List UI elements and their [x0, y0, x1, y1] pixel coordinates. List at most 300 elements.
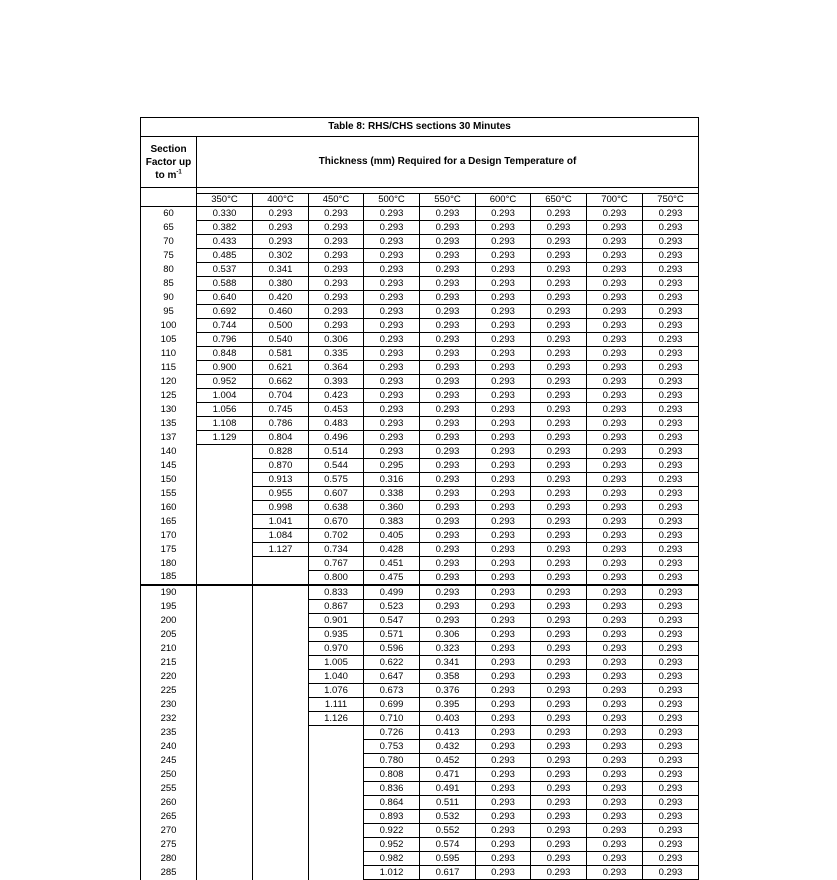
thickness-cell: 0.293: [420, 235, 476, 249]
empty-cell: [253, 768, 309, 782]
empty-cell: [197, 726, 253, 740]
section-factor-cell: 235: [141, 726, 197, 740]
empty-cell: [253, 600, 309, 614]
thickness-cell: 0.293: [420, 431, 476, 445]
thickness-cell: 0.293: [531, 501, 587, 515]
thickness-cell: 0.293: [531, 529, 587, 543]
thickness-cell: 0.293: [587, 445, 643, 459]
empty-cell: [197, 684, 253, 698]
section-factor-cell: 255: [141, 782, 197, 796]
thickness-cell: 1.076: [309, 684, 364, 698]
table-row: [141, 459, 699, 473]
thickness-cell: 0.293: [253, 235, 309, 249]
thickness-cell: 0.293: [587, 670, 643, 684]
thickness-cell: 0.293: [531, 614, 587, 628]
thickness-cell: 0.293: [531, 768, 587, 782]
thickness-cell: 0.293: [531, 403, 587, 417]
thickness-cell: 0.293: [476, 866, 531, 880]
thickness-cell: 0.293: [643, 529, 699, 543]
thickness-cell: 0.293: [476, 740, 531, 754]
thickness-cell: 0.293: [476, 698, 531, 712]
thickness-cell: 0.341: [420, 656, 476, 670]
table-row: [141, 445, 699, 459]
table-row: [141, 810, 699, 824]
thickness-cell: 0.293: [643, 712, 699, 726]
thickness-cell: 0.358: [420, 670, 476, 684]
thickness-cell: 0.293: [587, 515, 643, 529]
section-factor-cell: 140: [141, 445, 197, 459]
thickness-cell: 0.293: [531, 670, 587, 684]
thickness-cell: 0.364: [309, 361, 364, 375]
section-factor-cell: 137: [141, 431, 197, 445]
empty-cell: [197, 754, 253, 768]
thickness-cell: 0.293: [476, 333, 531, 347]
empty-cell: [309, 768, 364, 782]
thickness-cell: 0.453: [309, 403, 364, 417]
thickness-cell: 0.734: [309, 543, 364, 557]
thickness-cell: 0.745: [253, 403, 309, 417]
thickness-cell: 0.293: [643, 726, 699, 740]
thickness-cell: 0.293: [643, 543, 699, 557]
thickness-cell: 0.293: [364, 291, 420, 305]
thickness-cell: 0.293: [476, 852, 531, 866]
thickness-cell: 0.293: [587, 782, 643, 796]
thickness-cell: 0.293: [420, 473, 476, 487]
thickness-cell: 0.970: [309, 642, 364, 656]
section-factor-header: Section Factor up to $m^{-1}$: [141, 137, 197, 188]
thickness-cell: 0.293: [476, 557, 531, 571]
thickness-cell: 0.293: [587, 866, 643, 880]
section-factor-cell: 195: [141, 600, 197, 614]
empty-cell: [253, 684, 309, 698]
thickness-cell: 0.293: [587, 403, 643, 417]
empty-cell: [253, 628, 309, 642]
thickness-cell: 0.293: [587, 768, 643, 782]
thickness-cell: 1.012: [364, 866, 420, 880]
table-row: [141, 277, 699, 291]
temperature-header: 700°C: [587, 194, 643, 207]
thickness-cell: 0.293: [476, 543, 531, 557]
empty-cell: [253, 740, 309, 754]
thickness-cell: 0.360: [364, 501, 420, 515]
thickness-cell: 0.293: [253, 221, 309, 235]
empty-cell: [197, 768, 253, 782]
table-row: [141, 796, 699, 810]
section-factor-cell: 215: [141, 656, 197, 670]
thickness-cell: 0.293: [531, 487, 587, 501]
thickness-cell: 0.511: [420, 796, 476, 810]
empty-cell: [253, 810, 309, 824]
empty-cell: [253, 557, 309, 571]
section-factor-cell: 200: [141, 614, 197, 628]
thickness-cell: 0.293: [364, 249, 420, 263]
thickness-cell: 0.293: [643, 600, 699, 614]
temperature-header: 750°C: [643, 194, 699, 207]
table-row: [141, 529, 699, 543]
thickness-cell: 0.293: [643, 796, 699, 810]
thickness-cell: 0.293: [531, 782, 587, 796]
thickness-cell: 0.293: [309, 221, 364, 235]
thickness-cell: 0.293: [643, 585, 699, 600]
thickness-cell: 0.293: [643, 628, 699, 642]
thickness-cell: 0.293: [531, 712, 587, 726]
section-factor-cell: 240: [141, 740, 197, 754]
thickness-cell: 0.547: [364, 614, 420, 628]
table-row: [141, 726, 699, 740]
thickness-cell: 0.293: [476, 670, 531, 684]
thickness-cell: 0.499: [364, 585, 420, 600]
empty-cell: [253, 571, 309, 586]
thickness-cell: 0.293: [587, 712, 643, 726]
empty-cell: [309, 852, 364, 866]
empty-cell: [197, 585, 253, 600]
thickness-cell: 0.293: [643, 614, 699, 628]
thickness-cell: 0.293: [643, 866, 699, 880]
thickness-cell: 0.702: [309, 529, 364, 543]
section-factor-cell: 90: [141, 291, 197, 305]
thickness-cell: 0.808: [364, 768, 420, 782]
thickness-cell: 1.129: [197, 431, 253, 445]
thickness-cell: 0.293: [476, 207, 531, 221]
thickness-cell: 0.293: [364, 389, 420, 403]
thickness-cell: 0.640: [197, 291, 253, 305]
thickness-cell: 0.293: [587, 557, 643, 571]
empty-cell: [309, 810, 364, 824]
thickness-cell: 0.293: [643, 838, 699, 852]
temperature-header: 600°C: [476, 194, 531, 207]
thickness-cell: 0.293: [309, 277, 364, 291]
thickness-cell: 0.523: [364, 600, 420, 614]
thickness-cell: 0.293: [587, 571, 643, 586]
thickness-cell: 0.293: [643, 361, 699, 375]
thickness-cell: 0.423: [309, 389, 364, 403]
table-row: [141, 740, 699, 754]
thickness-cell: 0.670: [309, 515, 364, 529]
table-row: [141, 754, 699, 768]
table-row: [141, 614, 699, 628]
empty-cell: [253, 585, 309, 600]
thickness-cell: 0.293: [476, 614, 531, 628]
thickness-cell: 0.864: [364, 796, 420, 810]
empty-cell: [197, 571, 253, 586]
thickness-cell: 0.293: [587, 628, 643, 642]
table-row: [141, 389, 699, 403]
thickness-cell: 0.293: [531, 375, 587, 389]
section-factor-cell: 275: [141, 838, 197, 852]
thickness-cell: 1.127: [253, 543, 309, 557]
section-factor-cell: 65: [141, 221, 197, 235]
thickness-cell: 0.293: [420, 614, 476, 628]
thickness-cell: 0.955: [253, 487, 309, 501]
section-factor-cell: 265: [141, 810, 197, 824]
thickness-cell: 0.828: [253, 445, 309, 459]
table-row: [141, 291, 699, 305]
thickness-cell: 0.293: [476, 754, 531, 768]
thickness-cell: 0.432: [420, 740, 476, 754]
empty-cell: [197, 740, 253, 754]
empty-cell: [253, 726, 309, 740]
empty-cell: [197, 642, 253, 656]
thickness-cell: 0.836: [364, 782, 420, 796]
thickness-cell: 0.588: [197, 277, 253, 291]
table-row: [141, 403, 699, 417]
section-factor-cell: 210: [141, 642, 197, 656]
empty-cell: [197, 866, 253, 880]
thickness-cell: 0.293: [531, 656, 587, 670]
section-factor-cell: 280: [141, 852, 197, 866]
empty-cell: [253, 824, 309, 838]
thickness-cell: 0.621: [253, 361, 309, 375]
thickness-cell: 0.293: [587, 305, 643, 319]
section-factor-cell: 95: [141, 305, 197, 319]
table-row: [141, 361, 699, 375]
section-factor-cell: 180: [141, 557, 197, 571]
thickness-cell: 0.323: [420, 642, 476, 656]
thickness-cell: 0.704: [253, 389, 309, 403]
thickness-cell: 0.780: [364, 754, 420, 768]
thickness-cell: 0.405: [364, 529, 420, 543]
thickness-cell: 0.293: [476, 375, 531, 389]
empty-cell: [253, 712, 309, 726]
thickness-cell: 0.293: [643, 768, 699, 782]
thickness-cell: 0.293: [587, 796, 643, 810]
thickness-cell: 0.341: [253, 263, 309, 277]
empty-cell: [309, 824, 364, 838]
thickness-cell: 0.293: [531, 263, 587, 277]
table-row: [141, 585, 699, 600]
empty-cell: [197, 810, 253, 824]
thickness-cell: 0.293: [253, 207, 309, 221]
thickness-cell: 0.293: [531, 852, 587, 866]
thickness-cell: 0.293: [420, 263, 476, 277]
thickness-cell: 0.293: [420, 221, 476, 235]
section-factor-cell: 115: [141, 361, 197, 375]
thickness-cell: 0.293: [531, 235, 587, 249]
thickness-cell: 0.293: [476, 235, 531, 249]
table-row: [141, 263, 699, 277]
thickness-cell: 0.293: [476, 726, 531, 740]
section-factor-superscript: -1: [176, 169, 182, 176]
section-factor-cell: 110: [141, 347, 197, 361]
thickness-cell: 0.848: [197, 347, 253, 361]
temperature-header: 650°C: [531, 194, 587, 207]
empty-cell: [197, 473, 253, 487]
empty-cell: [197, 459, 253, 473]
thickness-cell: 0.293: [531, 249, 587, 263]
thickness-cell: 0.662: [253, 375, 309, 389]
temperature-header: 350°C: [197, 194, 253, 207]
thickness-cell: 0.293: [643, 403, 699, 417]
thickness-cell: 0.699: [364, 698, 420, 712]
section-factor-cell: 220: [141, 670, 197, 684]
thickness-cell: 0.383: [364, 515, 420, 529]
empty-cell: [309, 782, 364, 796]
table-row: [141, 333, 699, 347]
thickness-cell: 0.293: [364, 403, 420, 417]
thickness-cell: 0.293: [364, 277, 420, 291]
thickness-cell: 1.005: [309, 656, 364, 670]
thickness-cell: 0.293: [643, 852, 699, 866]
thickness-cell: 0.900: [197, 361, 253, 375]
thickness-cell: 0.293: [420, 347, 476, 361]
thickness-cell: 0.293: [587, 263, 643, 277]
thickness-cell: 0.293: [643, 249, 699, 263]
thickness-cell: 0.293: [531, 740, 587, 754]
empty-cell: [197, 824, 253, 838]
section-factor-cell: 130: [141, 403, 197, 417]
section-factor-cell: 80: [141, 263, 197, 277]
thickness-cell: 0.293: [420, 501, 476, 515]
section-factor-cell: 125: [141, 389, 197, 403]
thickness-cell: 0.293: [587, 347, 643, 361]
thickness-cell: 0.293: [531, 389, 587, 403]
thickness-cell: 0.302: [253, 249, 309, 263]
thickness-cell: 0.922: [364, 824, 420, 838]
table-row: [141, 347, 699, 361]
thickness-cell: 0.293: [643, 305, 699, 319]
thickness-cell: 0.293: [420, 515, 476, 529]
section-factor-cell: 170: [141, 529, 197, 543]
thickness-cell: 0.607: [309, 487, 364, 501]
thickness-cell: 0.475: [364, 571, 420, 586]
thickness-cell: 0.293: [476, 501, 531, 515]
thickness-cell: 0.433: [197, 235, 253, 249]
thickness-cell: 0.596: [364, 642, 420, 656]
thickness-cell: 0.293: [587, 810, 643, 824]
thickness-cell: 0.293: [476, 487, 531, 501]
thickness-cell: 0.293: [587, 277, 643, 291]
empty-cell: [197, 838, 253, 852]
section-factor-cell: 175: [141, 543, 197, 557]
thickness-cell: 0.293: [643, 754, 699, 768]
thickness-cell: 0.293: [587, 207, 643, 221]
empty-cell: [253, 656, 309, 670]
thickness-cell: 0.293: [476, 838, 531, 852]
empty-cell: [197, 501, 253, 515]
section-factor-cell: 70: [141, 235, 197, 249]
thickness-cell: 0.293: [643, 670, 699, 684]
thickness-cell: 0.293: [531, 445, 587, 459]
temperature-header: 450°C: [309, 194, 364, 207]
thickness-cell: 0.982: [364, 852, 420, 866]
thickness-cell: 0.293: [364, 263, 420, 277]
thickness-cell: 0.293: [476, 459, 531, 473]
thickness-cell: 0.293: [587, 249, 643, 263]
thickness-cell: 1.111: [309, 698, 364, 712]
thickness-cell: 0.293: [587, 754, 643, 768]
thickness-cell: 0.867: [309, 600, 364, 614]
section-factor-cell: 270: [141, 824, 197, 838]
empty-cell: [253, 838, 309, 852]
thickness-cell: 0.595: [420, 852, 476, 866]
thickness-cell: 0.293: [643, 263, 699, 277]
empty-cell: [197, 656, 253, 670]
table-row: [141, 712, 699, 726]
thickness-cell: 0.293: [420, 277, 476, 291]
thickness-cell: 0.293: [476, 515, 531, 529]
thickness-cell: 0.293: [531, 628, 587, 642]
section-factor-cell: 100: [141, 319, 197, 333]
empty-cell: [253, 698, 309, 712]
thickness-cell: 0.293: [587, 838, 643, 852]
empty-cell: [197, 487, 253, 501]
table-row: [141, 319, 699, 333]
thickness-cell: 0.380: [253, 277, 309, 291]
thickness-cell: 0.710: [364, 712, 420, 726]
thickness-cell: 0.293: [476, 249, 531, 263]
thickness-cell: 0.293: [531, 726, 587, 740]
table-row: [141, 768, 699, 782]
table-row: [141, 642, 699, 656]
thickness-cell: 0.293: [643, 473, 699, 487]
empty-cell: [253, 852, 309, 866]
thickness-cell: 0.338: [364, 487, 420, 501]
thickness-cell: 0.293: [643, 698, 699, 712]
empty-cell: [253, 642, 309, 656]
thickness-cell: 0.532: [420, 810, 476, 824]
thickness-cell: 0.293: [531, 698, 587, 712]
thickness-cell: 0.293: [587, 529, 643, 543]
thickness-cell: 0.293: [531, 684, 587, 698]
thickness-cell: 0.330: [197, 207, 253, 221]
thickness-cell: 0.335: [309, 347, 364, 361]
thickness-cell: 0.293: [420, 333, 476, 347]
empty-cell: [197, 445, 253, 459]
table-row: [141, 515, 699, 529]
thickness-cell: 0.293: [476, 319, 531, 333]
empty-cell: [253, 782, 309, 796]
thickness-cell: 0.306: [309, 333, 364, 347]
thickness-cell: 0.870: [253, 459, 309, 473]
thickness-cell: 0.293: [476, 291, 531, 305]
table-row: [141, 852, 699, 866]
thickness-cell: 0.293: [420, 600, 476, 614]
thickness-cell: 0.293: [587, 501, 643, 515]
thickness-cell: 0.800: [309, 571, 364, 586]
thickness-cell: 0.293: [420, 445, 476, 459]
thickness-cell: 0.471: [420, 768, 476, 782]
thickness-cell: 0.647: [364, 670, 420, 684]
table-row: [141, 417, 699, 431]
thickness-cell: 0.293: [476, 347, 531, 361]
thickness-cell: 0.726: [364, 726, 420, 740]
thickness-cell: 0.293: [587, 656, 643, 670]
thickness-cell: 0.382: [197, 221, 253, 235]
table-row: [141, 571, 699, 586]
thickness-cell: 0.293: [531, 754, 587, 768]
thickness-cell: 0.293: [531, 473, 587, 487]
table-row: [141, 698, 699, 712]
thickness-cell: 0.293: [364, 417, 420, 431]
section-factor-cell: 60: [141, 207, 197, 221]
section-factor-cell: 185: [141, 571, 197, 586]
thickness-cell: 0.293: [643, 291, 699, 305]
thickness-cell: 0.581: [253, 347, 309, 361]
thickness-cell: 0.293: [587, 824, 643, 838]
thickness-cell: 0.395: [420, 698, 476, 712]
thickness-cell: 0.293: [476, 712, 531, 726]
thickness-cell: 1.108: [197, 417, 253, 431]
empty-cell: [197, 515, 253, 529]
thickness-cell: 0.575: [309, 473, 364, 487]
thickness-cell: 0.293: [531, 866, 587, 880]
section-factor-cell: 245: [141, 754, 197, 768]
thickness-cell: 0.293: [364, 361, 420, 375]
thickness-cell: 0.744: [197, 319, 253, 333]
thickness-cell: 0.293: [309, 235, 364, 249]
empty-cell: [253, 796, 309, 810]
thickness-cell: 0.293: [476, 768, 531, 782]
